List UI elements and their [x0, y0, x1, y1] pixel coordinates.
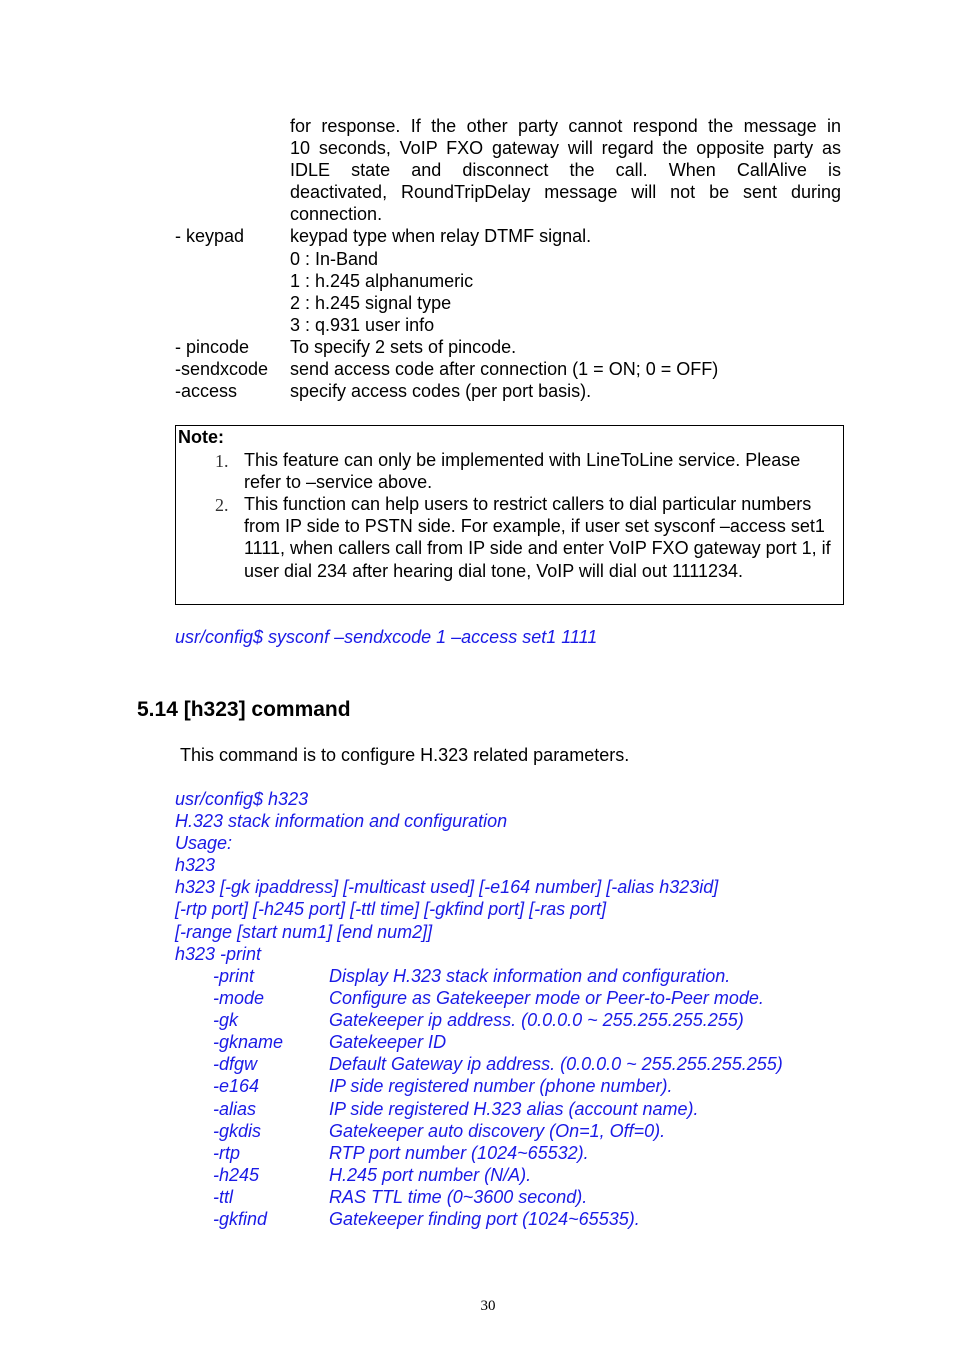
keypad-option: 0 : In-Band [290, 249, 379, 269]
option-flag: -alias [213, 1099, 257, 1119]
param-desc-keypad: keypad type when relay DTMF signal. [290, 226, 592, 246]
option-description: IP side registered number (phone number). [329, 1076, 673, 1096]
desc-line: 10 seconds, VoIP FXO gateway will regard the opposite party as [290, 138, 841, 158]
note-number: 1. [215, 451, 229, 471]
note-item-text: This function can help users to restrict callers to dial particular numbers from IP side to PSTN side. For example, if user set sysconf –access set1 1111, when callers call from IP side and enter VoIP FXO gateway port 1, if user dial 234 after hearing dial tone, VoIP will dial out 1111234. [244, 494, 831, 581]
option-description: Gatekeeper ID [329, 1032, 447, 1052]
desc-line: IDLE state and disconnect the call. When CallAlive is [290, 160, 841, 180]
usage-line: [-rtp port] [-h245 port] [-ttl time] [-gkfind port] [-ras port] [175, 899, 607, 919]
option-flag: -e164 [213, 1076, 260, 1096]
option-flag: -gkname [213, 1032, 284, 1052]
keypad-option: 3 : q.931 user info [290, 315, 435, 335]
param-name-access: -access [175, 381, 238, 401]
note-box [175, 425, 844, 605]
param-name-sendxcode: -sendxcode [175, 359, 269, 379]
keypad-option: 1 : h.245 alphanumeric [290, 271, 474, 291]
note-item-text: This feature can only be implemented with LineToLine service. Please refer to –service above. [244, 450, 801, 493]
option-description: Gatekeeper finding port (1024~65535). [329, 1209, 640, 1229]
callalive-description [290, 115, 841, 225]
usage-line: H.323 stack information and configuration [175, 811, 508, 831]
option-description: Display H.323 stack information and configuration. [329, 966, 731, 986]
example-command: usr/config$ sysconf –sendxcode 1 –access set1 1111 [175, 627, 598, 647]
option-flag: -mode [213, 988, 265, 1008]
param-desc-pincode: To specify 2 sets of pincode. [290, 337, 517, 357]
note-number: 2. [215, 495, 229, 515]
usage-line: h323 -print [175, 944, 262, 964]
section-intro: This command is to configure H.323 related parameters. [180, 745, 630, 765]
keypad-option: 2 : h.245 signal type [290, 293, 452, 313]
page-number: 30 [480, 1298, 496, 1314]
desc-line: for response. If the other party cannot respond the message in [290, 116, 841, 136]
usage-line: [-range [start num1] [end num2]] [175, 922, 433, 942]
option-description: Gatekeeper ip address. (0.0.0.0 ~ 255.255.255.255) [329, 1010, 744, 1030]
option-flag: -h245 [213, 1165, 260, 1185]
option-flag: -ttl [213, 1187, 233, 1207]
note-title: Note: [178, 427, 224, 447]
section-heading: 5.14 [h323] command [137, 698, 351, 721]
param-name-pincode: - pincode [175, 337, 250, 357]
option-flag: -rtp [213, 1143, 240, 1163]
usage-line: Usage: [175, 833, 233, 853]
option-flag: -print [213, 966, 255, 986]
option-description: Configure as Gatekeeper mode or Peer-to-Peer mode. [329, 988, 764, 1008]
option-description: RAS TTL time (0~3600 second). [329, 1187, 588, 1207]
param-desc-access: specify access codes (per port basis). [290, 381, 592, 401]
usage-line: h323 [-gk ipaddress] [-multicast used] [-e164 number] [-alias h323id] [175, 877, 719, 897]
option-flag: -gkdis [213, 1121, 262, 1141]
usage-line: usr/config$ h323 [175, 789, 309, 809]
option-description: IP side registered H.323 alias (account name). [329, 1099, 699, 1119]
option-description: Default Gateway ip address. (0.0.0.0 ~ 255.255.255.255) [329, 1054, 783, 1074]
option-description: H.245 port number (N/A). [329, 1165, 532, 1185]
desc-line: deactivated, RoundTripDelay message will not be sent during [290, 182, 841, 202]
param-desc-sendxcode: send access code after connection (1 = ON; 0 = OFF) [290, 359, 719, 379]
usage-line: h323 [175, 855, 216, 875]
param-name-keypad: - keypad [175, 226, 245, 246]
option-flag: -gk [213, 1010, 239, 1030]
option-description: RTP port number (1024~65532). [329, 1143, 589, 1163]
desc-line: connection. [290, 204, 383, 224]
option-flag: -gkfind [213, 1209, 268, 1229]
option-description: Gatekeeper auto discovery (On=1, Off=0). [329, 1121, 666, 1141]
option-flag: -dfgw [213, 1054, 258, 1074]
